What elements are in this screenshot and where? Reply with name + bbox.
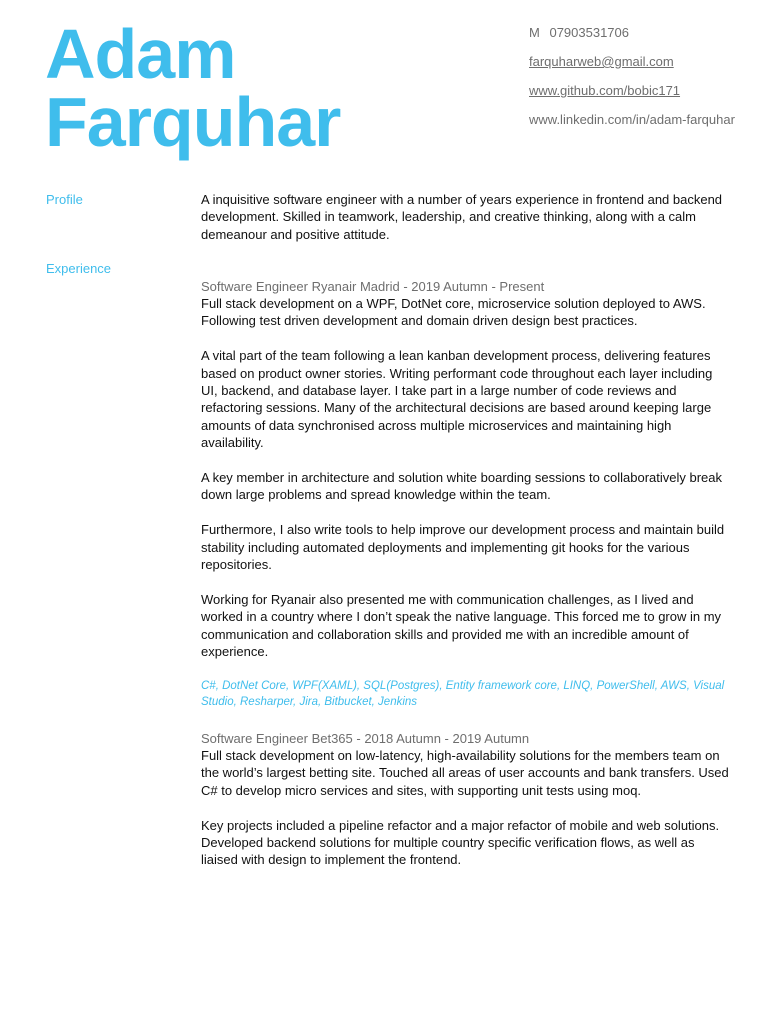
job-paragraph: A key member in architecture and solution white boarding sessions to collaboratively break down large problems and spread knowledge within the team.	[201, 470, 722, 503]
job-bet365	[201, 730, 731, 886]
job-paragraph: A vital part of the team following a lean kanban development process, delivering features based on product owner stories. Writing performant code throughout each layer including UI, backend, and database layer. I take part in a large number of code reviews and refactoring sessions. Many of the architectural decisions are based around keeping large amounts of data synchronised across multiple microservices and maintaining high availability.	[201, 348, 713, 451]
linkedin-link[interactable]: www.linkedin.com/in/adam-farquhar	[529, 112, 735, 127]
email-link[interactable]: farquharweb@gmail.com	[529, 54, 674, 69]
phone-row	[529, 25, 744, 40]
last-name: Farquhar	[45, 83, 341, 161]
job-title: Software Engineer Ryanair Madrid - 2019 Autumn - Present	[201, 279, 545, 294]
first-name: Adam	[45, 15, 236, 93]
job-paragraph: Furthermore, I also write tools to help improve our development process and maintain build stability including automated deployments and implementing git hooks for the various repositories.	[201, 522, 725, 573]
profile-paragraph: A inquisitive software engineer with a number of years experience in frontend and backend development. Skilled in teamwork, leadership, and creative thinking, along with a calm demeanour and positive attitude.	[201, 192, 723, 242]
profile-text	[201, 191, 731, 243]
job-paragraph: Working for Ryanair also presented me with communication challenges, as I lived and worked in a country where I don’t speak the native language. This forced me to grow in my communication and collaboration skills and provided me with an incredible amount of experience.	[201, 591, 722, 660]
tech-stack: C#, DotNet Core, WPF(XAML), SQL(Postgres), Entity framework core, LINQ, PowerShell, AWS, Visual Studio, Resharper, Jira, Bitbucket, Jenkins	[201, 679, 725, 708]
github-link[interactable]: www.github.com/bobic171	[529, 83, 681, 98]
job-paragraph: Key projects included a pipeline refactor and a major refactor of mobile and web solutions. Developed backend solutions for multiple country specific verification flows, as well as liaised with design to implement the frontend.	[201, 817, 720, 868]
experience-label: Experience	[46, 261, 112, 276]
phone-number: 07903531706	[549, 25, 629, 40]
phone-label: M	[529, 25, 540, 40]
job-paragraph: Full stack development on low-latency, high-availability solutions for the members team on the world’s largest betting site. Touched all areas of user accounts and bank transfers. Used C# to develop micro services and sites, with supporting unit tests using moq.	[201, 748, 729, 798]
job-title: Software Engineer Bet365 - 2018 Autumn - 2019 Autumn	[201, 731, 530, 746]
job-ryanair	[201, 278, 731, 722]
contact-block	[529, 25, 744, 141]
candidate-name	[45, 15, 341, 161]
profile-label: Profile	[46, 192, 83, 207]
job-paragraph: Full stack development on a WPF, DotNet core, microservice solution deployed to AWS. Following test driven development and domain driven design best practices.	[201, 296, 706, 329]
